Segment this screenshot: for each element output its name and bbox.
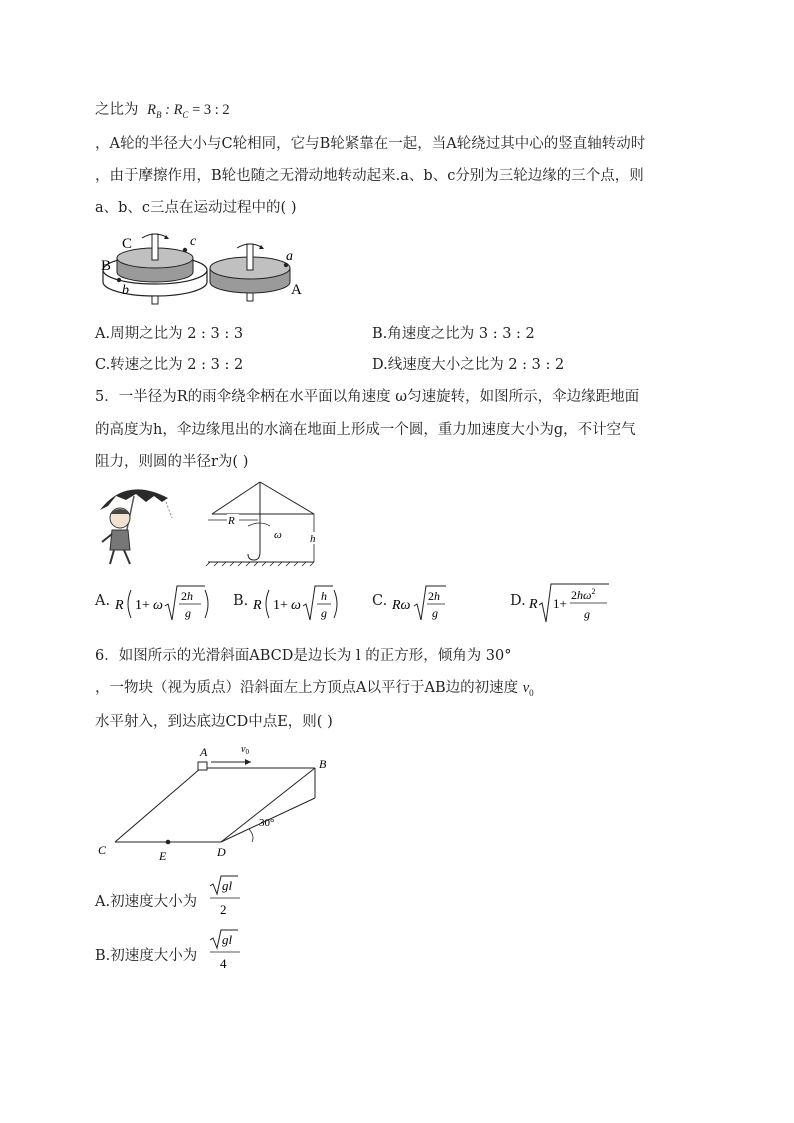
q5-option-d[interactable]: D. — [510, 593, 526, 609]
svg-text:g: g — [185, 606, 191, 620]
q4-option-c[interactable]: C.转速之比为 2 : 3 : 2 — [95, 357, 244, 373]
svg-text:1+: 1+ — [273, 598, 288, 613]
q6-option-b[interactable]: B.初速度大小为 — [95, 948, 198, 964]
q5-option-c[interactable]: C. — [372, 593, 388, 609]
label-D: D — [217, 845, 226, 859]
label-A: A — [200, 745, 208, 759]
svg-text:R: R — [115, 598, 124, 613]
q4-line2: ，A轮的半径大小与C轮相同，它与B轮紧靠在一起，当A轮绕过其中心的竖直轴转动时 — [95, 136, 646, 152]
q5-formula-c — [390, 582, 450, 626]
q5-option-b[interactable]: B. — [233, 593, 249, 609]
svg-text:gl: gl — [222, 932, 233, 947]
q5-formula-a — [113, 582, 213, 626]
q6-line2: ，一物块（视为质点）沿斜面左上方顶点A以平行于AB边的初速度 $v_0$ — [95, 680, 534, 698]
label-a: a — [286, 249, 293, 264]
label-angle: 30° — [259, 817, 275, 829]
svg-text:R: R — [253, 598, 262, 613]
label-B: B — [101, 258, 112, 274]
wheels-figure — [98, 228, 308, 308]
q4-option-a[interactable]: A.周期之比为 2 : 3 : 3 — [95, 326, 244, 342]
label-C: C — [122, 236, 133, 252]
q4-line1: 之比为 $R_B$ : $R_C = 3$ : 2 — [95, 102, 230, 120]
q5-option-a[interactable]: A. — [95, 593, 111, 609]
ratio-expression: $R_B$ : $R_C = 3$ : 2 — [147, 102, 230, 120]
svg-text:gl: gl — [222, 878, 233, 893]
svg-text:1+: 1+ — [553, 596, 567, 611]
label-C: C — [98, 843, 107, 857]
svg-text:2: 2 — [220, 902, 227, 917]
svg-text:g: g — [321, 606, 327, 620]
label-c: c — [190, 234, 197, 249]
svg-text:4: 4 — [220, 956, 227, 971]
label-h: h — [310, 533, 316, 545]
q4-option-d[interactable]: D.线速度大小之比为 2 : 3 : 2 — [372, 357, 565, 373]
q5-formula-d — [527, 580, 613, 626]
girl-umbrella-illustration — [96, 482, 176, 572]
svg-text:2h: 2h — [181, 589, 193, 603]
svg-text:1+: 1+ — [135, 598, 150, 613]
q5-line3: 阻力，则圆的半径r为( ) — [95, 454, 249, 470]
label-R: R — [228, 515, 235, 527]
label-A: A — [291, 282, 302, 298]
umbrella-diagram — [204, 480, 334, 566]
svg-text:ω: ω — [291, 598, 301, 613]
svg-text:2hω2: $2h\omega^2$ — [571, 587, 596, 602]
q5-line2: 的高度为h，伞边缘甩出的水滴在地面上形成一个圆，重力加速度大小为g，不计空气 — [95, 422, 636, 438]
svg-text:g: g — [432, 606, 438, 620]
q4-line4: a、b、c三点在运动过程中的( ) — [95, 200, 297, 216]
svg-text:ω: ω — [153, 598, 163, 613]
q5-formula-b — [251, 582, 343, 626]
q6-line1: 6．如图所示的光滑斜面ABCD是边长为 l 的正方形，倾角为 30° — [95, 648, 512, 664]
label-omega: ω — [274, 529, 282, 541]
q4-option-b[interactable]: B.角速度之比为 3 : 3 : 2 — [372, 326, 535, 342]
label-v0: $v_0$ — [241, 744, 249, 756]
q4-line3: ，由于摩擦作用，B轮也随之无滑动地转动起来.a、b、c分别为三轮边缘的三个点，则 — [95, 168, 644, 184]
label-B: B — [319, 757, 327, 771]
q6-line3: 水平射入，到达底边CD中点E，则( ) — [95, 714, 333, 730]
q6-formula-a — [208, 874, 244, 920]
svg-text:2h: 2h — [428, 589, 440, 603]
q6-option-a[interactable]: A.初速度大小为 — [95, 894, 198, 910]
incline-diagram — [95, 738, 335, 862]
label-E: E — [159, 849, 167, 863]
q5-line1: 5．一半径为R的雨伞绕伞柄在水平面以角速度 ω匀速旋转，如图所示，伞边缘距地面 — [95, 389, 640, 405]
svg-text:Rω: Rω — [392, 598, 411, 613]
label-b: b — [122, 283, 129, 298]
svg-text:R: R — [529, 597, 538, 612]
q6-formula-b — [208, 928, 244, 974]
svg-text:g: g — [584, 607, 590, 621]
svg-text:h: h — [321, 589, 327, 603]
